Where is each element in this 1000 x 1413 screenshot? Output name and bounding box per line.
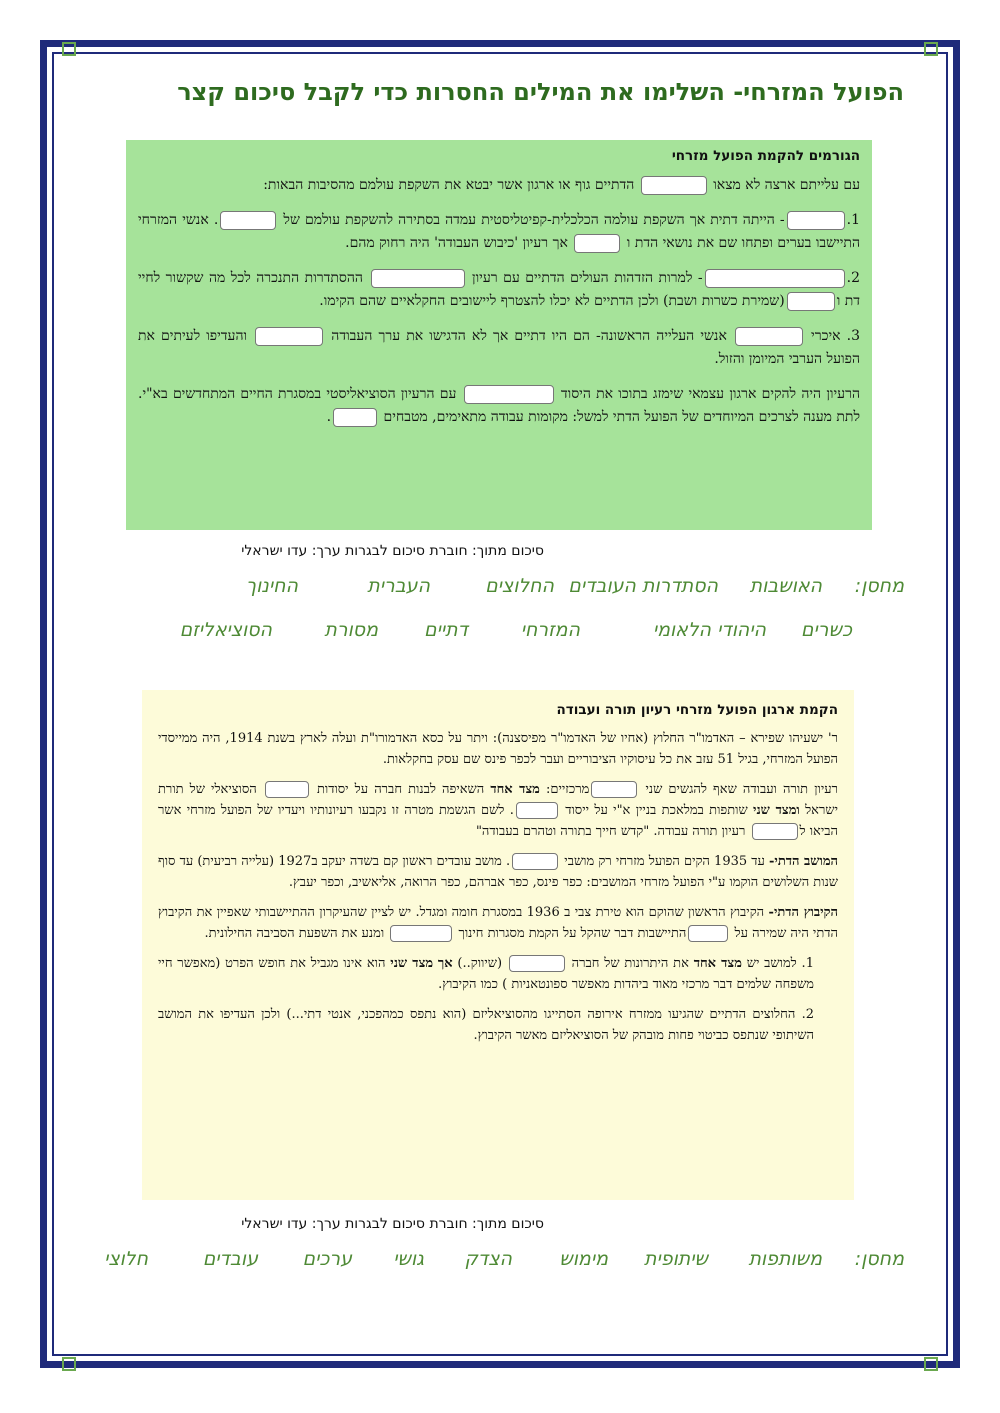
source-credit: סיכום מתוך: חוברת סיכום לבגרות ערך: עדו ישראלי bbox=[241, 1216, 544, 1232]
frame-corner bbox=[62, 42, 76, 56]
bank-word[interactable]: היהודי הלאומי bbox=[652, 619, 766, 641]
reason-item: 2.- למרות הזדהות העולים הדתיים עם רעיון ההסתדרות התנכרה לכל מה שקשור לחיי דת ו(שמירת כשרות ושבת) ולכן הדתיים לא יכלו להצטרף ליישובים החקלאיים שהם הקימו. bbox=[138, 270, 860, 309]
bank-word[interactable]: חלוצי bbox=[104, 1248, 148, 1270]
frame-corner bbox=[924, 1357, 938, 1371]
bank-word[interactable]: מסורת bbox=[324, 619, 378, 641]
word-bank-1-row2 bbox=[100, 619, 852, 649]
frame-corner bbox=[924, 42, 938, 56]
blank-input[interactable] bbox=[688, 925, 728, 942]
blank-input[interactable] bbox=[574, 234, 620, 253]
conclusion-paragraph: הרעיון היה להקים ארגון עצמאי שימזג בתוכו את היסוד עם הרעיון הסוציאליסטי במסגרת החיים המתחדשים בא"י. לתת מענה לצרכים המיוחדים של הפועל הדתי למשל: מקומות עבודה מתאימים, מטבחים . bbox=[138, 386, 861, 425]
point-item: 1. למושב יש מצד אחד את היתרונות של חברה (שיווק..) אך מצד שני הוא אינו מגביל את חופש הפרט (מאפשר חיי משפחה שלמים דבר מרכזי מאוד ביהדות מאפשר ספונטאניות ) כמו הקיבוץ. bbox=[158, 956, 814, 992]
blank-input[interactable] bbox=[464, 385, 554, 404]
blank-input[interactable] bbox=[371, 269, 465, 288]
section-founding bbox=[142, 690, 854, 1200]
word-bank-label: מחסן: bbox=[854, 1248, 904, 1270]
blank-input[interactable] bbox=[787, 211, 845, 230]
bank-word[interactable]: החלוצים bbox=[485, 575, 554, 597]
bank-word[interactable]: המזרחי bbox=[520, 619, 580, 641]
kibbutz-paragraph: הקיבוץ הדתי- הקיבוץ הראשון שהוקם הוא טירת צבי ב 1936 במסגרת חומה ומגדל. יש לציין שהעיקרון ההתיישבותי שאפיין את הקיבוץ הדתי היה שמירה על התיישבות דבר שהקל על הקמת מסגרות חינוך ומנע את השפעת הסביבה החילונית. bbox=[158, 905, 838, 941]
blank-input[interactable] bbox=[390, 925, 452, 942]
idea-paragraph: רעיון תורה ועבודה שאף להגשים שני מרכזיים: מצד אחד השאיפה לבנות חברה על יסודות הסוציאלי של תורת ישראל ומצד שני שותפות במלאכת בניין א"י על ייסוד . לשם הגשמת מטרה זו נקבעו רעיונותיו ויעדיו של הפועל מזרחי אשר הביאו ל רעיון תורה עבודה. "קדש חייך בתורה וטהרם בעבודה" bbox=[158, 782, 838, 839]
blank-input[interactable] bbox=[787, 292, 835, 311]
bank-word[interactable]: ערכים bbox=[302, 1248, 352, 1270]
blank-input[interactable] bbox=[705, 269, 845, 288]
bank-word[interactable]: החינוך bbox=[245, 575, 298, 597]
bank-word[interactable]: גושי bbox=[393, 1248, 424, 1270]
bank-word[interactable]: הסוציאליזם bbox=[179, 619, 272, 641]
reason-item: 3. איכרי אנשי העלייה הראשונה- הם היו דתיים אך לא הדגישו את ערך העבודה והעדיפו לעיתים את הפועל הערבי המיומן והזול. bbox=[138, 328, 860, 367]
section-heading: הגורמים להקמת הפועל מזרחי bbox=[671, 148, 860, 164]
blank-input[interactable] bbox=[735, 327, 803, 346]
word-bank-2 bbox=[90, 1248, 904, 1278]
blank-input[interactable] bbox=[512, 853, 558, 870]
moshav-paragraph: המושב הדתי- עד 1935 הקים הפועל מזרחי רק מושבי . מושב עובדים ראשון קם בשדה יעקב ב1927 (עלייה רביעית) עד סוף שנות השלושים הוקמו ע"י הפועל מזרחי המושבים: כפר פינס, כפר אברהם, כפר הרואה, אליאשיב, וכפר יעבץ. bbox=[157, 854, 838, 890]
blank-input[interactable] bbox=[265, 781, 309, 798]
frame-corner bbox=[62, 1357, 76, 1371]
reason-item: 1.- הייתה דתית אך השקפת עולמה הכלכלית-קפיטליסטית עמדה בסתירה להשקפת עולמם של . אנשי המזרחי התיישבו בערים ופתחו שם את נושאי הדת ו אך רעיון 'כיבוש העבודה' היה רחוק מהם. bbox=[138, 212, 861, 251]
bank-word[interactable]: האושבות bbox=[749, 575, 822, 597]
blank-input[interactable] bbox=[641, 176, 707, 195]
bank-word[interactable]: כשרים bbox=[800, 619, 852, 641]
blank-input[interactable] bbox=[333, 408, 377, 427]
bio-paragraph: ר' ישעיהו שפירא – האדמו"ר החלוץ (אחיו של האדמו"ר מפיסצנה): ויתר על כסא האדמורו"ת ועלה לארץ בשנת 1914, היה ממייסדי הפועל המזרחי, בגיל 51 עזב את כל עיסוקיו הציבוריים ועבר לכפר פינס שם עסק בחקלאות. bbox=[158, 731, 839, 767]
bank-word[interactable]: הצדק bbox=[464, 1248, 512, 1270]
source-credit: סיכום מתוך: חוברת סיכום לבגרות ערך: עדו ישראלי bbox=[241, 543, 544, 559]
bank-word[interactable]: הסתדרות העובדים bbox=[568, 575, 718, 597]
bank-word[interactable]: דתיים bbox=[424, 619, 468, 641]
page-title: הפועל המזרחי- השלימו את המילים החסרות כדי לקבל סיכום קצר bbox=[177, 78, 904, 106]
bank-word[interactable]: מימוש bbox=[559, 1248, 608, 1270]
blank-input[interactable] bbox=[255, 327, 323, 346]
bank-word[interactable]: עובדים bbox=[202, 1248, 258, 1270]
bank-word[interactable]: שיתופית bbox=[644, 1248, 708, 1270]
section-causes bbox=[126, 140, 872, 530]
bank-word[interactable]: משותפות bbox=[748, 1248, 822, 1270]
section-heading: הקמת ארגון הפועל מזרחי רעיון תורה ועבודה bbox=[556, 702, 838, 718]
blank-input[interactable] bbox=[752, 823, 798, 840]
word-bank-1 bbox=[100, 575, 904, 605]
bank-word[interactable]: העברית bbox=[367, 575, 430, 597]
blank-input[interactable] bbox=[509, 955, 565, 972]
word-bank-label: מחסן: bbox=[854, 575, 904, 597]
intro-paragraph: עם עלייתם ארצה לא מצאו הדתיים גוף או ארגון אשר יבטא את השקפת עולמם מהסיבות הבאות: bbox=[263, 177, 860, 193]
blank-input[interactable] bbox=[220, 211, 276, 230]
blank-input[interactable] bbox=[591, 781, 637, 798]
point-item: 2. החלוצים הדתיים שהגיעו ממזרח אירופה הסתייגו מהסוציאליזם (הוא נתפס כמהפכני, אנטי דתי...) ולכן העדיפו את המושב השיתופי שנתפס כביטוי פחות מובהק של הסוציאליזם מאשר הקיבוץ. bbox=[158, 1007, 814, 1043]
blank-input[interactable] bbox=[516, 802, 558, 819]
